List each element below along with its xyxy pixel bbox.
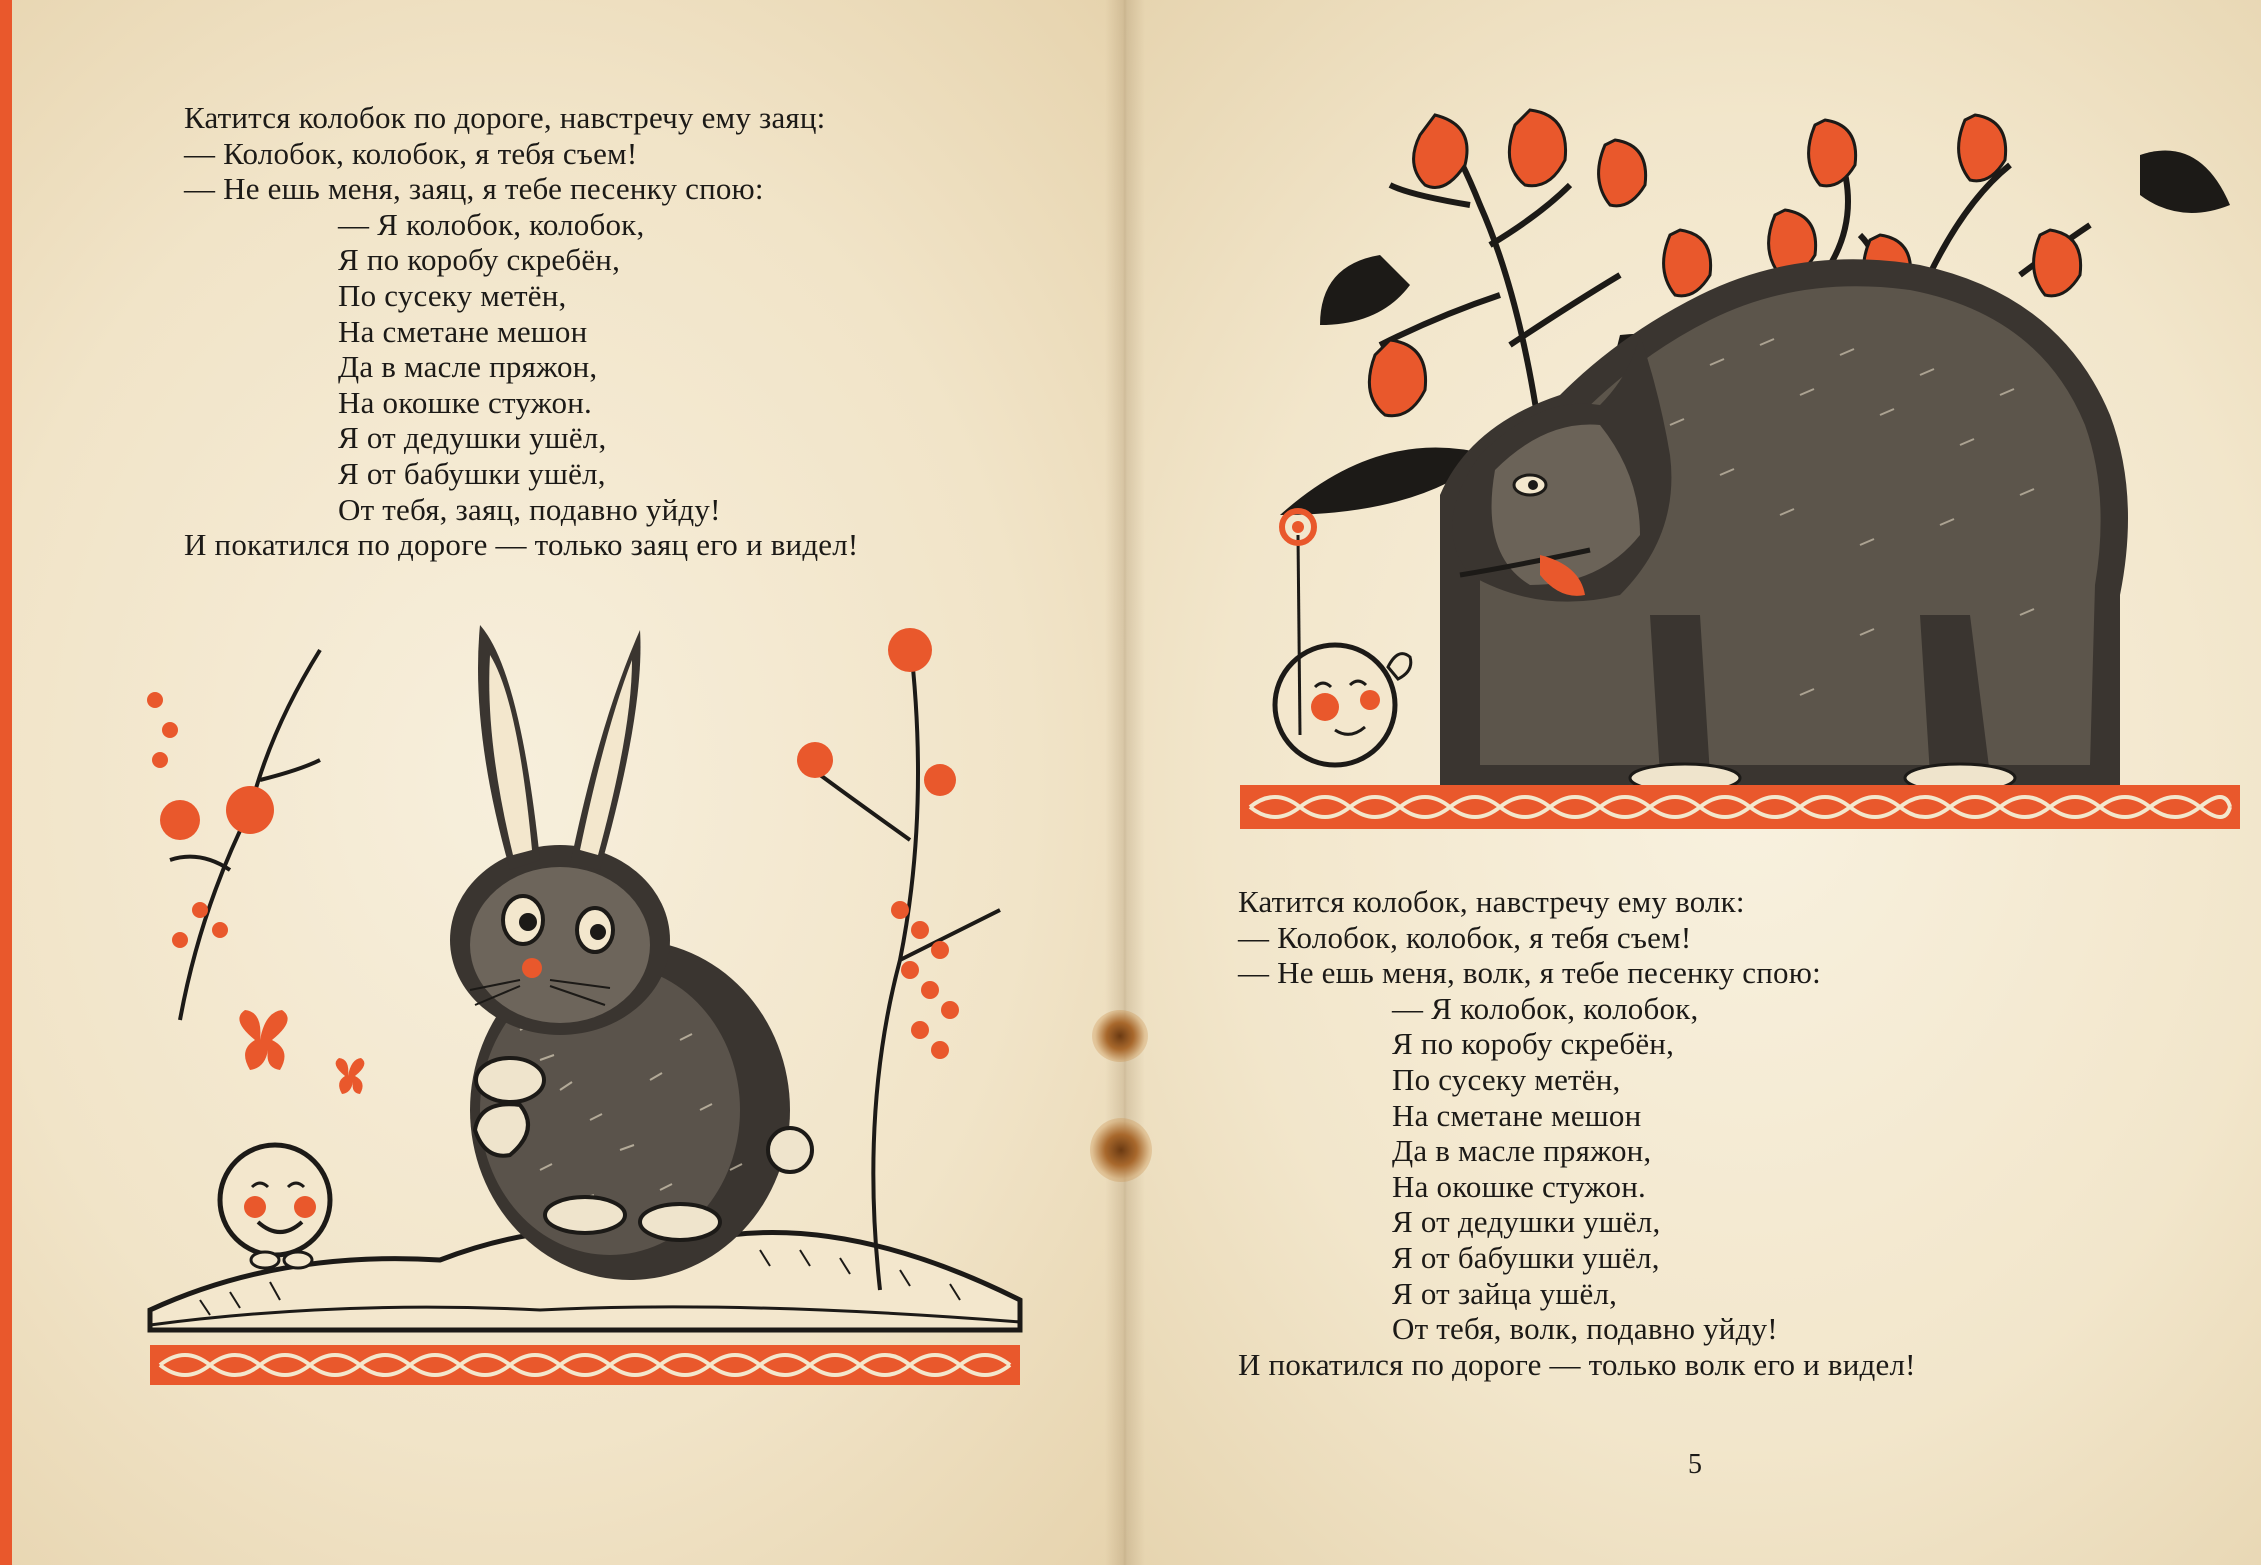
text-line: На окошке стужон. xyxy=(338,384,592,420)
wolf-with-kolobok-illustration xyxy=(1240,95,2250,840)
text-line: — Не ешь меня, волк, я тебе песенку спою: xyxy=(1238,955,1821,991)
text-line: Я от бабушки ушёл, xyxy=(338,455,606,491)
text-line: На сметане мешон xyxy=(1392,1097,1642,1133)
text-line: Я от дедушки ушёл, xyxy=(338,420,607,456)
text-line: И покатился по дороге — только волк его и видел! xyxy=(1238,1346,1916,1382)
book-gutter xyxy=(1105,0,1145,1565)
right-page-text xyxy=(1238,884,1916,1382)
text-line: — Колобок, колобок, я тебя съем! xyxy=(184,135,638,171)
page-number: 5 xyxy=(1688,1449,1702,1480)
binding-burn-mark-lower xyxy=(1090,1118,1152,1182)
text-line: — Я колобок, колобок, xyxy=(1392,990,1699,1026)
text-line: Я по коробу скребён, xyxy=(1392,1026,1675,1062)
text-line: По сусеку метён, xyxy=(338,277,567,313)
text-line: — Колобок, колобок, я тебя съем! xyxy=(1238,919,1692,955)
text-line: Да в масле пряжон, xyxy=(338,349,598,385)
text-line: Катится колобок, навстречу ему волк: xyxy=(1238,884,1745,919)
text-line: Я от зайца ушёл, xyxy=(1392,1275,1618,1311)
text-line: — Я колобок, колобок, xyxy=(338,206,645,242)
red-cover-edge xyxy=(0,0,12,1565)
text-line: На сметане мешон xyxy=(338,313,588,349)
text-line: На окошке стужон. xyxy=(1392,1168,1646,1204)
left-page-text xyxy=(184,100,858,563)
text-line: Катится колобок по дороге, навстречу ему заяц: xyxy=(184,100,826,135)
text-line: Я от дедушки ушёл, xyxy=(1392,1204,1661,1240)
text-line: И покатился по дороге — только заяц его и видел! xyxy=(184,527,859,563)
text-line: По сусеку метён, xyxy=(1392,1061,1621,1097)
left-page xyxy=(0,0,1125,1565)
text-line: От тебя, волк, подавно уйду! xyxy=(1392,1311,1778,1347)
text-line: Я от бабушки ушёл, xyxy=(1392,1239,1660,1275)
text-line: Да в масле пряжон, xyxy=(1392,1133,1652,1169)
binding-burn-mark-upper xyxy=(1092,1010,1148,1062)
text-line: От тебя, заяц, подавно уйду! xyxy=(338,491,721,527)
right-page xyxy=(1125,0,2261,1565)
text-line: Я по коробу скребён, xyxy=(338,242,621,278)
hare-with-kolobok-illustration xyxy=(140,610,1040,1390)
text-line: — Не ешь меня, заяц, я тебе песенку спою: xyxy=(184,171,764,207)
